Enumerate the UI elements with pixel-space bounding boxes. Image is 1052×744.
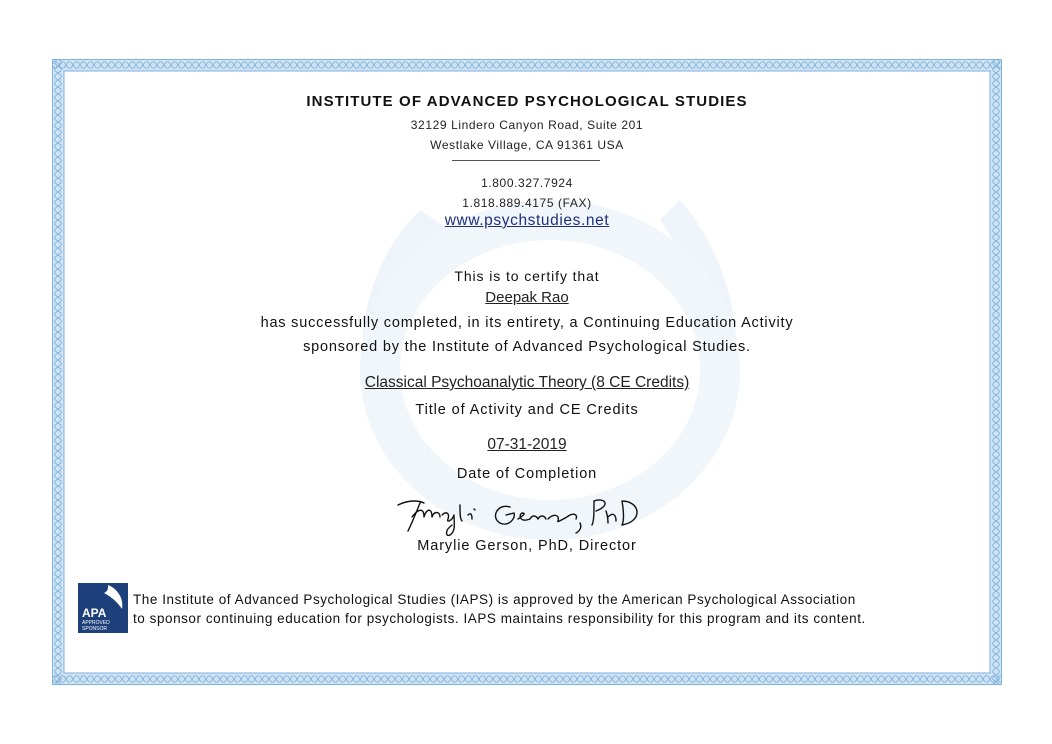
certificate-body-line-1: has successfully completed, in its entirety, a Continuing Education Activity — [260, 315, 794, 331]
institute-name: INSTITUTE OF ADVANCED PSYCHOLOGICAL STUDIES — [306, 93, 748, 110]
completion-date — [52, 436, 1002, 454]
activity-caption: Title of Activity and CE Credits — [415, 402, 639, 418]
activity-title-text: Classical Psychoanalytic Theory (8 CE Credits) — [364, 374, 690, 391]
recipient-name — [52, 289, 1002, 306]
address-line-2: Westlake Village, CA 91361 USA — [430, 138, 624, 152]
recipient-name-text: Deepak Rao — [485, 289, 569, 306]
accreditation-line-2: to sponsor continuing education for psychologists. IAPS maintains responsibility for this program and its content. — [133, 611, 866, 626]
apa-logo-text: APA — [82, 606, 107, 620]
address-line-1: 32129 Lindero Canyon Road, Suite 201 — [410, 118, 644, 132]
website-link[interactable]: www.psychstudies.net — [444, 212, 610, 229]
date-caption: Date of Completion — [456, 466, 598, 482]
divider — [452, 160, 600, 161]
fax-number: 1.818.889.4175 (FAX) — [462, 196, 592, 210]
apa-logo-subtext-1: APPROVED — [82, 620, 110, 626]
accreditation-statement — [133, 590, 993, 628]
certificate-body-line-2: sponsored by the Institute of Advanced Psychological Studies. — [303, 339, 751, 355]
completion-date-text: 07-31-2019 — [487, 436, 567, 453]
signatory-name: Marylie Gerson, PhD, Director — [417, 538, 637, 554]
signature — [390, 491, 650, 539]
accreditation-line-1: The Institute of Advanced Psychological Studies (IAPS) is approved by the American Psychological Association — [133, 592, 856, 607]
apa-logo-subtext-2: SPONSOR — [82, 626, 108, 632]
website — [52, 212, 1002, 230]
certificate-content — [52, 59, 1002, 685]
phone-number: 1.800.327.7924 — [481, 176, 573, 190]
activity-title — [52, 374, 1002, 392]
apa-approved-sponsor-logo — [78, 583, 128, 633]
certify-text: This is to certify that — [454, 268, 600, 284]
